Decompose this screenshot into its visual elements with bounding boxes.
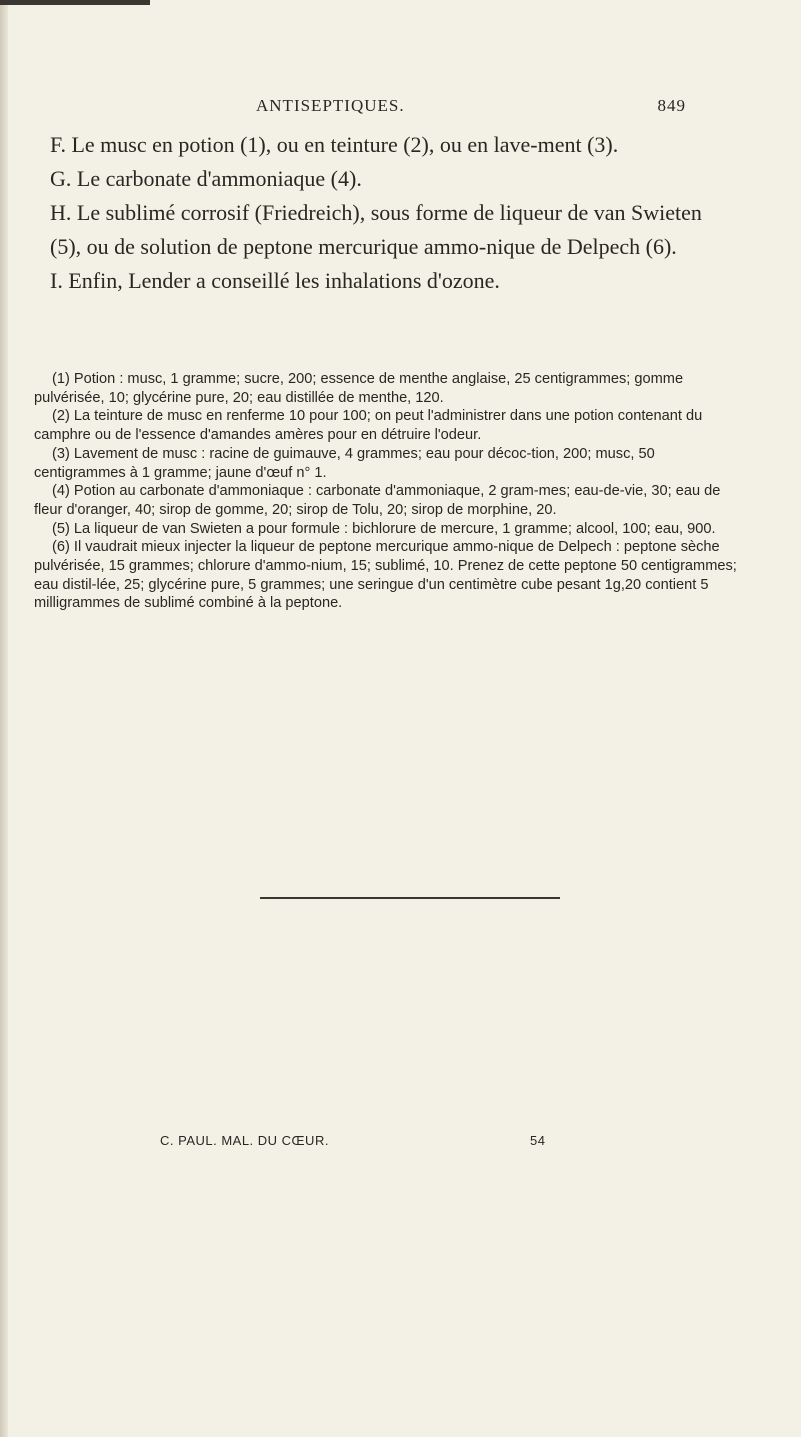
footnotes <box>34 370 745 613</box>
paragraph-h: H. Le sublimé corrosif (Friedreich), sous forme de liqueur de van Swieten (5), ou de solution de peptone mercurique ammo-nique de Delpech (6). <box>50 200 702 259</box>
running-head <box>256 96 686 120</box>
running-head-title: ANTISEPTIQUES. <box>256 96 405 115</box>
page-number: 849 <box>657 96 686 115</box>
footnote-6: (6) Il vaudrait mieux injecter la liqueur de peptone mercurique ammo-nique de Delpech : peptone sèche pulvérisée, 15 grammes; chlorure d'ammo-nium, 15; sublimé, 10. Prenez de cette peptone 50 centigrammes; eau distil-lée, 25; glycérine pure, 5 grammes; une seringue d'un centimètre cube pesant 1g,20 contient 5 milligrammes de sublimé combiné à la peptone. <box>34 539 737 612</box>
footnote-3: (3) Lavement de musc : racine de guimauve, 4 grammes; eau pour décoc-tion, 200; musc, 50 centigrammes à 1 gramme; jaune d'œuf n° 1. <box>34 445 655 481</box>
main-text <box>50 128 738 298</box>
signature-text: C. PAUL. MAL. DU CŒUR. <box>160 1133 329 1148</box>
paragraph-g: G. Le carbonate d'ammoniaque (4). <box>50 166 362 191</box>
page-edge-shadow <box>0 0 8 1437</box>
section-divider <box>260 897 560 899</box>
paragraph-i: I. Enfin, Lender a conseillé les inhalations d'ozone. <box>50 268 500 293</box>
printer-signature <box>160 1133 610 1153</box>
paragraph-f: F. Le musc en potion (1), ou en teinture (2), ou en lave-ment (3). <box>50 132 619 157</box>
top-edge-mark <box>0 0 150 5</box>
footnote-2: (2) La teinture de musc en renferme 10 pour 100; on peut l'administrer dans une potion contenant du camphre ou de l'essence d'amandes amères pour en détruire l'odeur. <box>34 408 703 444</box>
footnote-4: (4) Potion au carbonate d'ammoniaque : carbonate d'ammoniaque, 2 gram-mes; eau-de-vie, 30; eau de fleur d'oranger, 40; sirop de gomme, 20; sirop de Tolu, 20; sirop de morphine, 20. <box>34 483 721 518</box>
signature-number: 54 <box>530 1133 546 1148</box>
footnote-1: (1) Potion : musc, 1 gramme; sucre, 200; essence de menthe anglaise, 25 centigrammes; gomme pulvérisée, 10; glycérine pure, 20; eau distillée de menthe, 120. <box>34 371 684 406</box>
footnote-5: (5) La liqueur de van Swieten a pour formule : bichlorure de mercure, 1 gramme; alcool, 100; eau, 900. <box>52 520 716 537</box>
